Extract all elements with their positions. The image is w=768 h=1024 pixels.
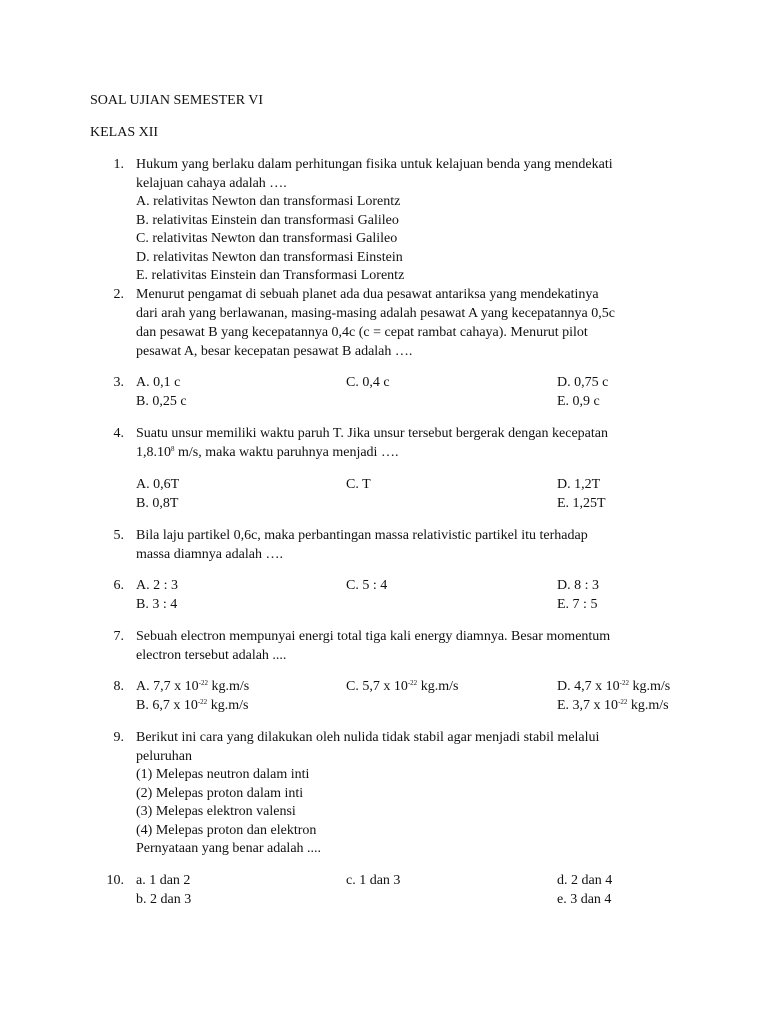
exponent: 8 [171,445,175,453]
question-text-tail: m/s, maka waktu paruhnya menjadi …. [174,445,399,460]
option-unit: kg.m/s [628,679,671,694]
question-number: 8. [113,679,124,694]
option-unit: kg.m/s [627,698,669,713]
answer-option: D. 1,2T [557,477,601,492]
question-text: Sebuah electron mempunyai energi total tiga kali energy diamnya. Besar momentum [136,629,611,644]
exponent: -22 [619,679,629,687]
question-text: kelajuan cahaya adalah …. [136,176,287,191]
statement-item: (2) Melepas proton dalam inti [136,786,304,801]
answer-option: E. 7 : 5 [557,597,598,612]
question-number: 7. [113,629,124,644]
answer-option: c. 1 dan 3 [346,873,401,888]
answer-option: b. 2 dan 3 [136,892,192,907]
answer-option: A. 0,1 c [136,375,181,390]
question-text: Menurut pengamat di sebuah planet ada dua pesawat antariksa yang mendekatinya [136,287,599,302]
answer-option: D. 8 : 3 [557,578,599,593]
answer-option: C. 5 : 4 [346,578,388,593]
question-text: Hukum yang berlaku dalam perhitungan fisika untuk kelajuan benda yang mendekati [136,157,613,172]
option-value: A. 7,7 x 10 [136,679,199,694]
exponent: -22 [197,698,208,706]
answer-option: B. 3 : 4 [136,597,178,612]
question-text: pesawat A, besar kecepatan pesawat B adalah …. [136,344,413,359]
answer-option [136,697,248,715]
answer-option: d. 2 dan 4 [557,873,613,888]
option-unit: kg.m/s [207,698,249,713]
answer-option [557,697,669,715]
answer-option [136,678,249,696]
class-label: KELAS XII [90,125,159,140]
answer-option: C. 0,4 c [346,375,390,390]
answer-option: E. 1,25T [557,496,606,511]
question-number: 6. [113,578,124,593]
exponent: -22 [407,679,418,687]
option-value: C. 5,7 x 10 [346,679,408,694]
statement-item: (1) Melepas neutron dalam inti [136,767,310,782]
question-number: 10. [106,873,124,888]
exponent: -22 [198,679,208,687]
answer-option: A. 0,6T [136,477,180,492]
option-value: D. 4,7 x 10 [557,679,620,694]
speed-value: 1,8.10 [136,445,171,460]
question-number: 1. [113,157,124,172]
question-text: Berikut ini cara yang dilakukan oleh nulida tidak stabil agar menjadi stabil melalui [136,730,600,745]
answer-option: C. relativitas Newton dan transformasi Galileo [136,231,398,246]
option-value: E. 3,7 x 10 [557,698,619,713]
question-number: 2. [113,287,124,302]
answer-option: e. 3 dan 4 [557,892,612,907]
option-unit: kg.m/s [207,679,250,694]
answer-option: B. 0,8T [136,496,179,511]
statement-item: (4) Melepas proton dan elektron [136,823,317,838]
answer-option: B. 0,25 c [136,394,187,409]
answer-option: D. relativitas Newton dan transformasi Einstein [136,250,403,265]
option-unit: kg.m/s [417,679,459,694]
question-text: massa diamnya adalah …. [136,547,283,562]
answer-option: C. T [346,477,371,492]
question-text: Bila laju partikel 0,6c, maka perbantingan massa relativistic partikel itu terhadap [136,528,588,543]
answer-option: a. 1 dan 2 [136,873,191,888]
question-text: dari arah yang berlawanan, masing-masing adalah pesawat A yang kecepatannya 0,5c [136,306,615,321]
answer-option [346,678,458,696]
exponent: -22 [618,698,628,706]
question-number: 5. [113,528,124,543]
answer-option: B. relativitas Einstein dan transformasi Galileo [136,213,399,228]
question-number: 4. [113,426,124,441]
answer-option: E. relativitas Einstein dan Transformasi Lorentz [136,268,405,283]
answer-option: E. 0,9 c [557,394,600,409]
answer-option: A. 2 : 3 [136,578,178,593]
question-text: Suatu unsur memiliki waktu paruh T. Jika unsur tersebut bergerak dengan kecepatan [136,426,608,441]
question-number: 9. [113,730,124,745]
question-text: peluruhan [136,749,192,764]
page-title: SOAL UJIAN SEMESTER VI [90,93,264,108]
option-value: B. 6,7 x 10 [136,698,198,713]
question-text: Pernyataan yang benar adalah .... [136,841,322,856]
question-text: electron tersebut adalah .... [136,648,287,663]
question-text [136,444,398,462]
question-number: 3. [113,375,124,390]
answer-option: A. relativitas Newton dan transformasi Lorentz [136,194,401,209]
answer-option: D. 0,75 c [557,375,609,390]
question-text: dan pesawat B yang kecepatannya 0,4c (c = cepat rambat cahaya). Menurut pilot [136,325,588,340]
statement-item: (3) Melepas elektron valensi [136,804,296,819]
answer-option [557,678,670,696]
